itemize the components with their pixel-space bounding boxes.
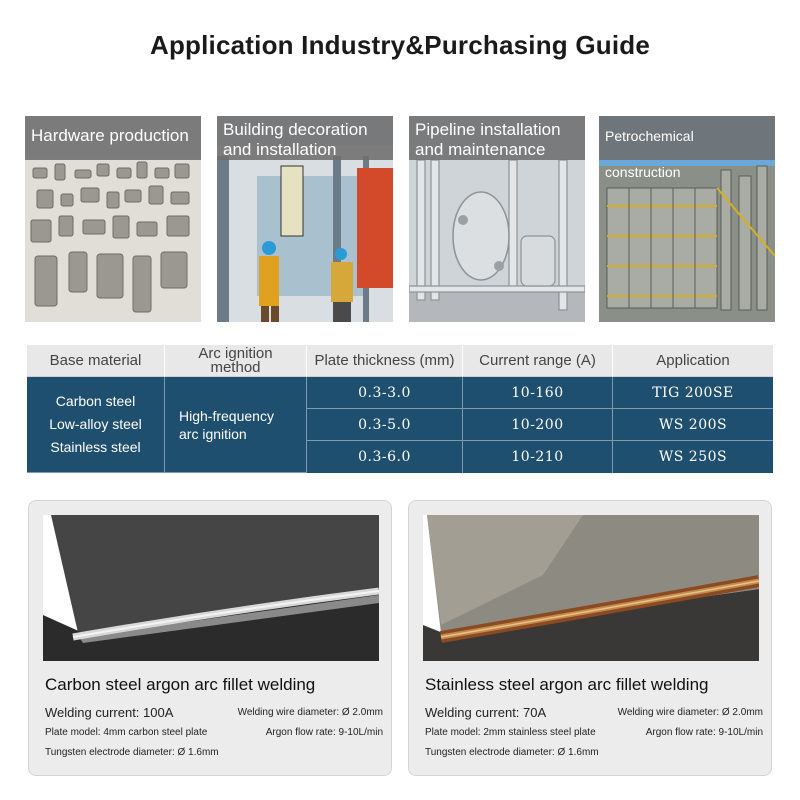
base-material-item: Low-alloy steel [49, 416, 142, 432]
industry-label: Petrochemical construction [599, 116, 775, 160]
plate-model: Plate model: 4mm carbon steel plate [45, 727, 208, 738]
header-current-range: Current range (A) [463, 345, 613, 377]
industry-tile-petrochemical [599, 116, 775, 322]
application-cell: WS 250S [658, 449, 728, 465]
carbon-steel-weld-image [43, 515, 379, 661]
wire-diameter: Welding wire diameter: Ø 2.0mm [617, 707, 763, 718]
thickness-cell: 0.3-5.0 [307, 409, 463, 441]
plate-model: Plate model: 2mm stainless steel plate [425, 727, 596, 738]
industry-label: Pipeline installation and maintenance [409, 116, 585, 160]
stainless-steel-weld-image [423, 515, 759, 661]
current-cell: 10-200 [463, 409, 613, 441]
table-body [27, 377, 773, 473]
header-plate-thickness: Plate thickness (mm) [307, 345, 463, 377]
purchasing-guide-table [27, 345, 773, 473]
base-material-item: Carbon steel [55, 393, 136, 409]
table-header-row [27, 345, 773, 377]
thickness-cell: 0.3-3.0 [307, 377, 463, 409]
page-title: Application Industry&Purchasing Guide [149, 30, 650, 60]
card-title: Stainless steel argon arc fillet welding [425, 675, 709, 694]
application-cell: TIG 200SE [613, 377, 773, 409]
base-material-cell [27, 377, 165, 473]
card-title: Carbon steel argon arc fillet welding [45, 675, 316, 694]
tungsten-diameter: Tungsten electrode diameter: Ø 1.6mm [45, 747, 219, 758]
header-arc-ignition: Arc ignition method [165, 345, 307, 377]
welding-sample-card-carbon [28, 500, 392, 776]
industry-label: Hardware production [25, 116, 201, 160]
industry-tile-building [217, 116, 393, 322]
application-cell: WS 200S [613, 409, 773, 441]
industry-label: Building decoration and installation [217, 116, 393, 160]
argon-flow-rate: Argon flow rate: 9-10L/min [265, 727, 383, 738]
current-cell: 10-210 [463, 441, 613, 473]
argon-flow-rate: Argon flow rate: 9-10L/min [645, 727, 763, 738]
wire-diameter: Welding wire diameter: Ø 2.0mm [237, 707, 383, 718]
welding-current: Welding current: 100A [45, 705, 174, 720]
ignition-method-cell: High-frequency arc ignition [165, 377, 307, 473]
header-application: Application [656, 352, 730, 369]
welding-current: Welding current: 70A [425, 705, 547, 720]
base-material-item: Stainless steel [50, 439, 141, 455]
thickness-cell: 0.3-6.0 [307, 441, 463, 473]
current-cell: 10-160 [463, 377, 613, 409]
welding-sample-card-stainless [408, 500, 772, 776]
header-base-material: Base material [27, 345, 165, 377]
industry-tile-pipeline [409, 116, 585, 322]
tungsten-diameter: Tungsten electrode diameter: Ø 1.6mm [425, 747, 599, 758]
industry-tile-hardware [25, 116, 201, 322]
